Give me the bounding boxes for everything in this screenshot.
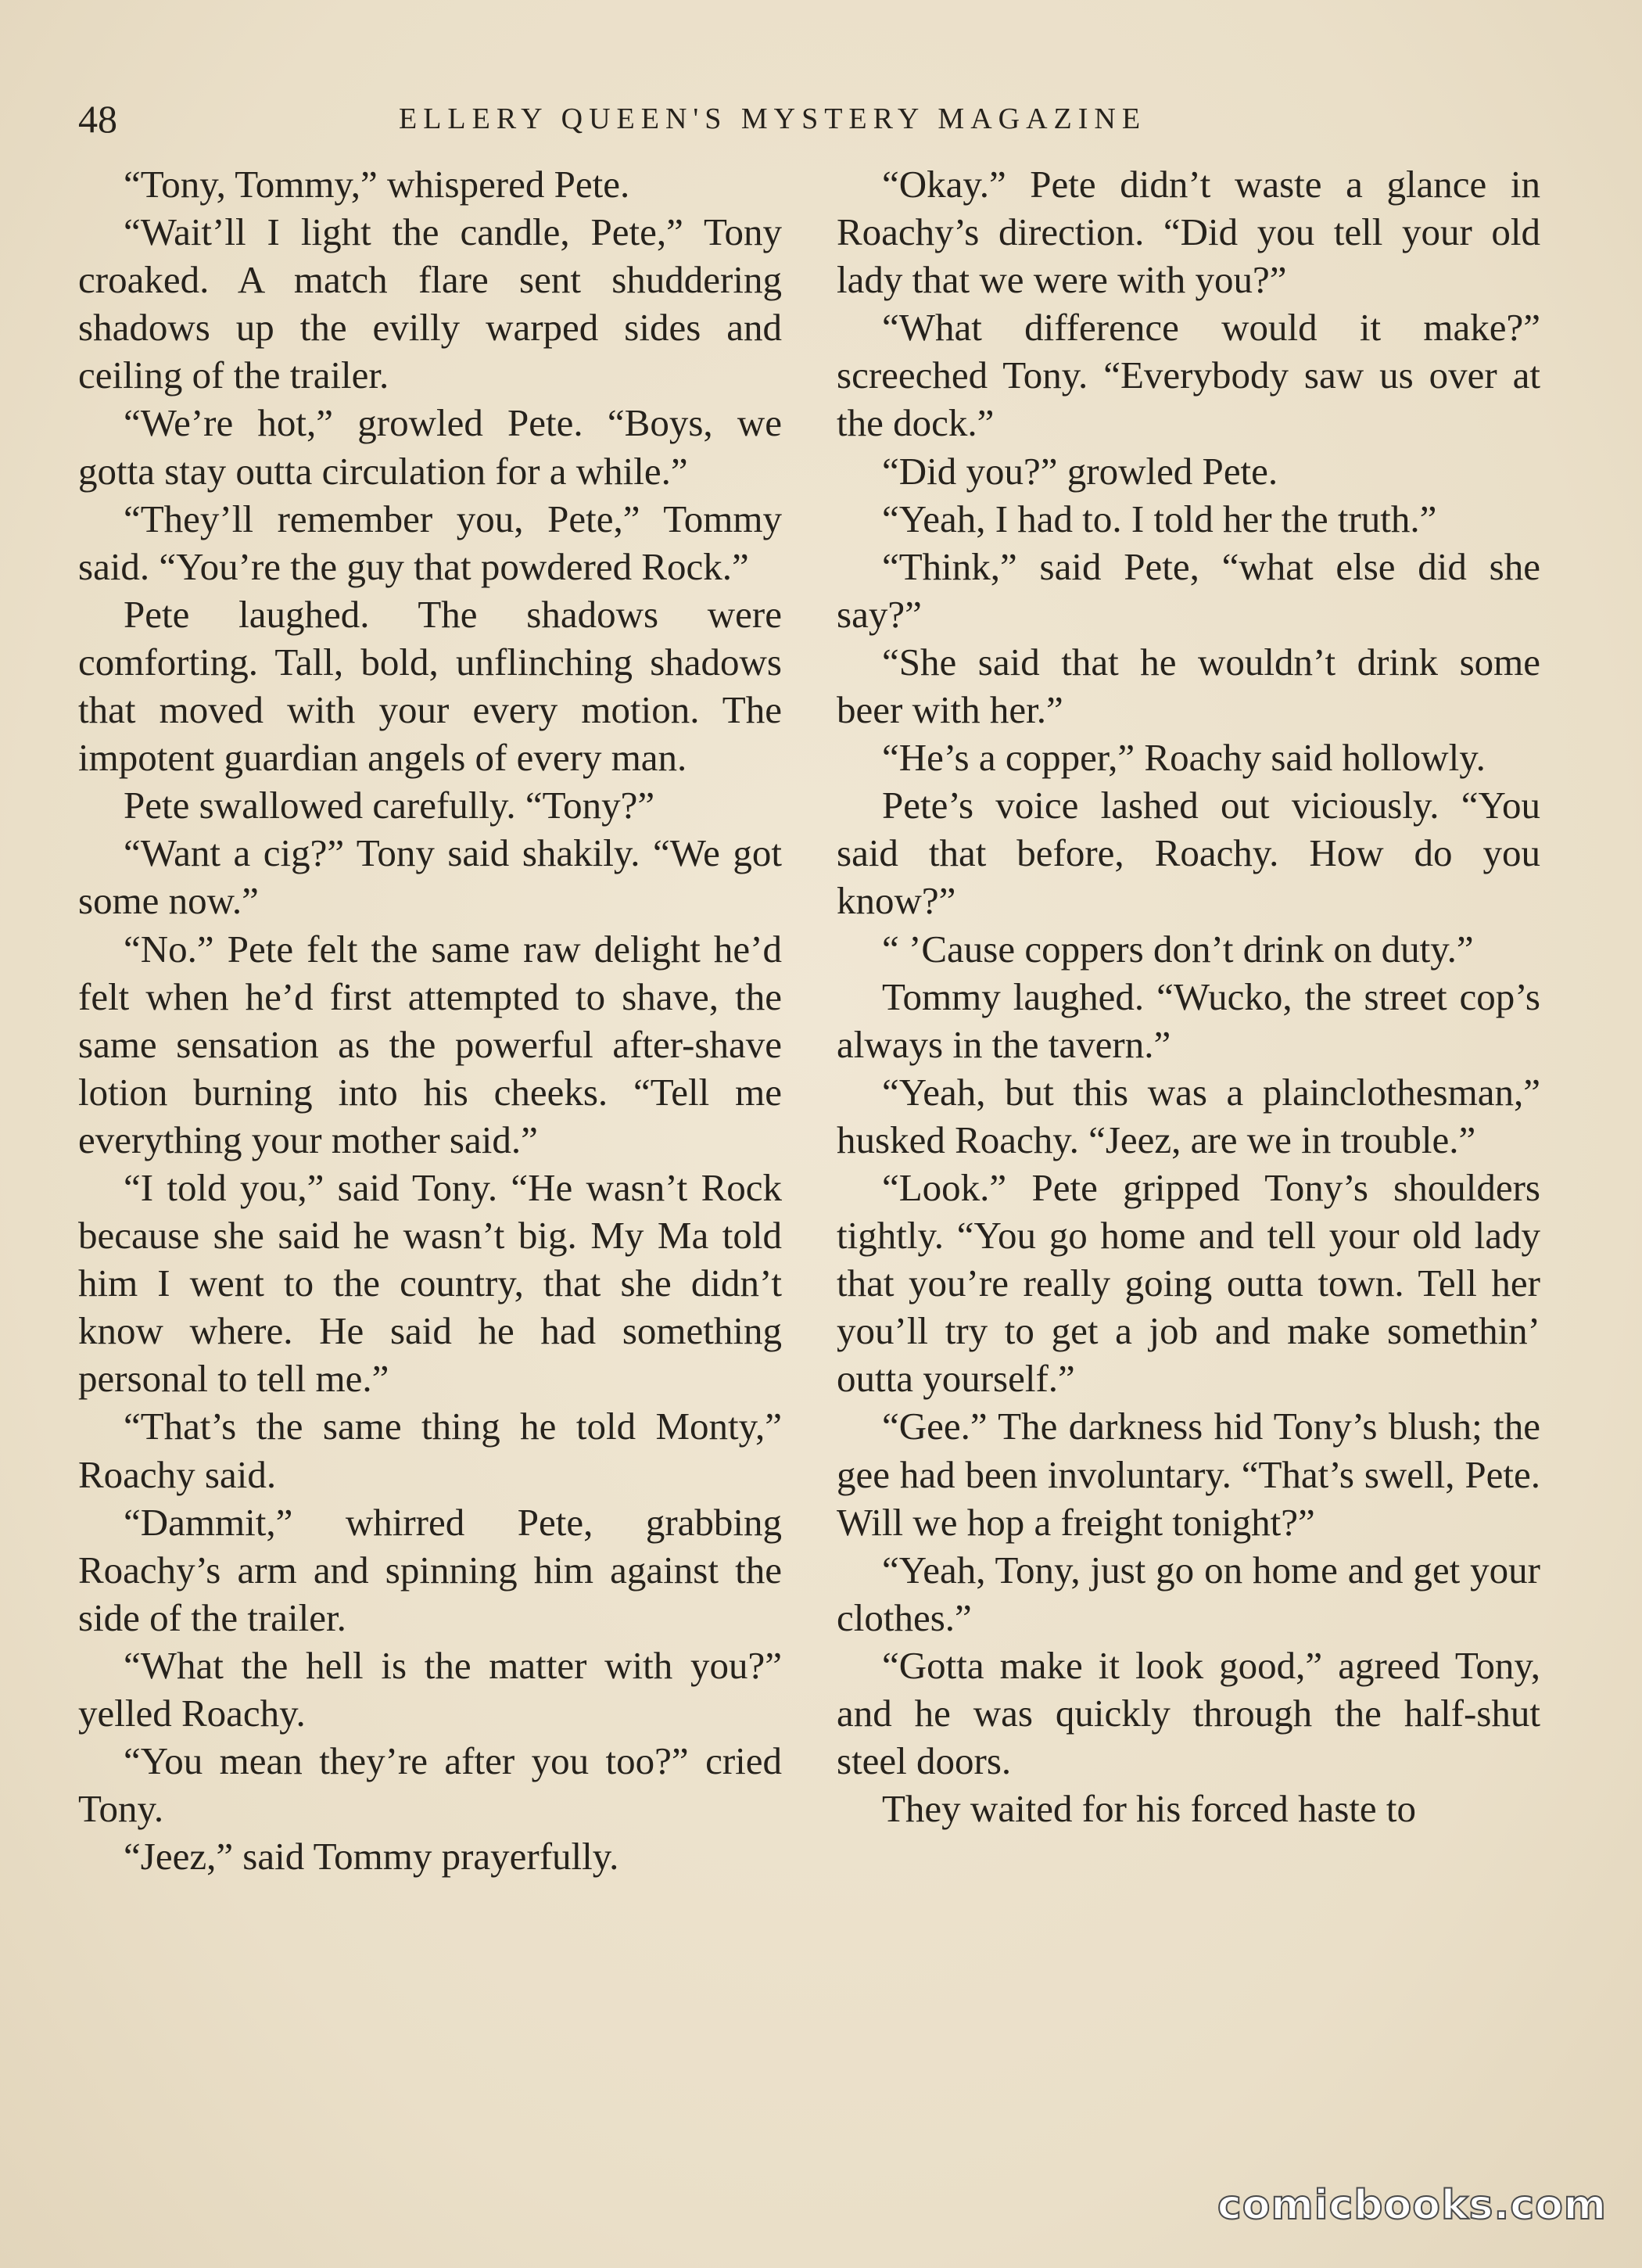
paragraph: “He’s a copper,” Roachy said hollowly. xyxy=(882,736,1486,780)
paragraph: “I told you,” said Tony. “He wasn’t Rock because she said he wasn’t big. My Ma told him I went to the country, that she didn’t know where. He said he had something personal to tell me.” xyxy=(78,1165,782,1401)
paragraph: “ ’Cause coppers don’t drink on duty.” xyxy=(882,927,1474,971)
paragraph: “Want a cig?” Tony said shakily. “We got some now.” xyxy=(78,831,782,923)
paragraph: “That’s the same thing he told Monty,” Roachy said. xyxy=(78,1405,782,1496)
paragraph: “Think,” said Pete, “what else did she say?” xyxy=(837,544,1540,636)
paragraph: They waited for his forced haste to xyxy=(882,1787,1417,1831)
right-column xyxy=(837,160,1540,1832)
paragraph: “Okay.” Pete didn’t waste a glance in Roachy’s direction. “Did you tell your old lady that we were with you?” xyxy=(837,163,1540,302)
paragraph: “Did you?” growled Pete. xyxy=(882,449,1278,493)
paragraph: “Gotta make it look good,” agreed Tony, and he was quickly through the half-shut steel doors. xyxy=(837,1643,1540,1783)
paragraph: “Dammit,” whirred Pete, grabbing Roachy’s arm and spinning him against the side of the trailer. xyxy=(78,1500,782,1639)
watermark: comicbooks.com xyxy=(1217,2182,1607,2229)
paragraph: “Yeah, I had to. I told her the truth.” xyxy=(882,497,1437,540)
page-number: 48 xyxy=(78,97,117,141)
paragraph: “You mean they’re after you too?” cried Tony. xyxy=(78,1739,782,1831)
paragraph: “Yeah, but this was a plainclothesman,” husked Roachy. “Jeez, are we in trouble.” xyxy=(837,1070,1540,1161)
running-head: ELLERY QUEEN'S MYSTERY MAGAZINE xyxy=(399,102,1147,135)
paragraph: “They’ll remember you, Pete,” Tommy said. “You’re the guy that powdered Rock.” xyxy=(78,497,782,588)
paragraph: Pete’s voice lashed out viciously. “You said that before, Roachy. How do you know?” xyxy=(837,784,1540,923)
paragraph: “Tony, Tommy,” whispered Pete. xyxy=(124,163,630,206)
paragraph: “What the hell is the matter with you?” yelled Roachy. xyxy=(78,1643,782,1735)
paragraph: Pete laughed. The shadows were comforting. Tall, bold, unflinching shadows that moved with your every motion. The impotent guardian angels of every man. xyxy=(78,592,782,780)
paragraph: “She said that he wouldn’t drink some beer with her.” xyxy=(837,640,1540,732)
paragraph: “We’re hot,” growled Pete. “Boys, we gotta stay outta circulation for a while.” xyxy=(78,401,782,493)
paragraph: “Yeah, Tony, just go on home and get your clothes.” xyxy=(837,1548,1540,1639)
page-header xyxy=(78,88,1564,150)
paragraph: “No.” Pete felt the same raw delight he’d felt when he’d first attempted to shave, the same sensation as the powerful after-shave lotion burning into his cheeks. “Tell me everything your mother said.” xyxy=(78,927,782,1161)
paragraph: “Wait’ll I light the candle, Pete,” Tony croaked. A match flare sent shuddering shadows up the evilly warped sides and ceiling of the trailer. xyxy=(78,210,782,397)
left-column xyxy=(78,160,782,1880)
paragraph: Tommy laughed. “Wucko, the street cop’s always in the tavern.” xyxy=(837,974,1540,1066)
paragraph: “What difference would it make?” screeched Tony. “Everybody saw us over at the dock.” xyxy=(837,306,1540,445)
paragraph: “Look.” Pete gripped Tony’s shoulders tightly. “You go home and tell your old lady that you’re really going outta town. Tell her you’ll try to get a job and make somethin’ outta yourself.” xyxy=(837,1165,1540,1401)
paragraph: Pete swallowed carefully. “Tony?” xyxy=(124,784,655,827)
paragraph: “Jeez,” said Tommy prayerfully. xyxy=(124,1835,619,1879)
paragraph: “Gee.” The darkness hid Tony’s blush; the gee had been involuntary. “That’s swell, Pete. Will we hop a freight tonight?” xyxy=(837,1405,1540,1544)
